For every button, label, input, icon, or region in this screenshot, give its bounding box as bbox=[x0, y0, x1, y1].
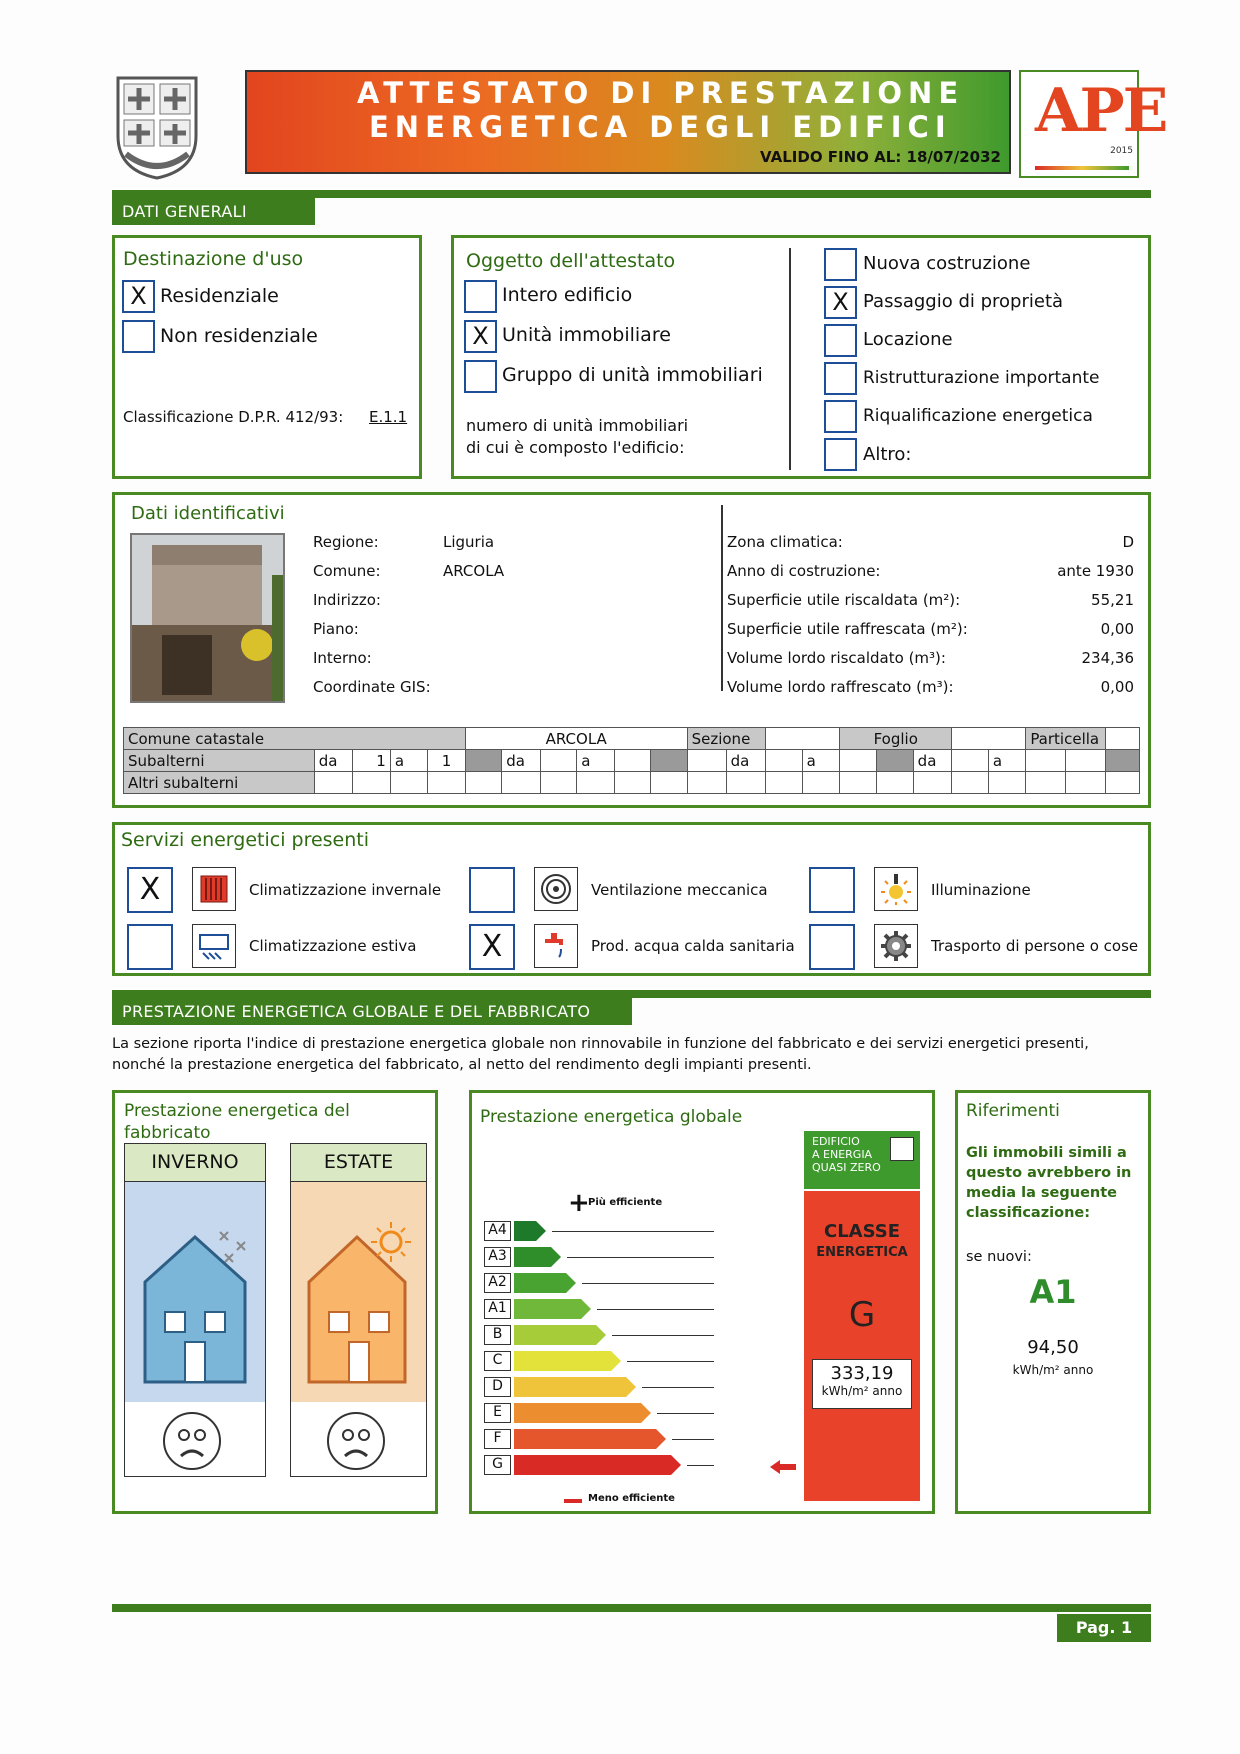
gruppo-unita-label: Gruppo di unità immobiliari bbox=[502, 364, 763, 386]
tap-icon bbox=[534, 924, 578, 968]
rif-text-4: classificazione: bbox=[966, 1205, 1091, 1221]
altri-cell-20 bbox=[1026, 772, 1066, 794]
rif-classe: A1 bbox=[1029, 1273, 1077, 1311]
volume-raffrescato-value: 0,00 bbox=[1100, 678, 1134, 696]
inverno-sad-face-icon bbox=[163, 1412, 221, 1470]
sezione-value bbox=[766, 728, 840, 750]
dati-identificativi-box bbox=[112, 492, 1151, 808]
nzeb-checkbox[interactable] bbox=[890, 1137, 914, 1161]
nzeb-line1: EDIFICIO bbox=[812, 1135, 860, 1148]
regione-label: Regione: bbox=[313, 533, 379, 551]
energy-class-bar-a2 bbox=[514, 1273, 576, 1293]
particella-value bbox=[1106, 728, 1140, 750]
acqua-calda-label: Prod. acqua calda sanitaria bbox=[591, 937, 795, 955]
sub-cell-7 bbox=[952, 750, 988, 772]
ape-logo bbox=[1019, 70, 1167, 178]
estate-header: ESTATE bbox=[291, 1144, 426, 1182]
indirizzo-label: Indirizzo: bbox=[313, 591, 381, 609]
destinazione-uso-title: Destinazione d'uso bbox=[123, 248, 304, 270]
sub-a-label-4: a bbox=[988, 750, 1025, 772]
fabbricato-title-2: fabbricato bbox=[124, 1123, 211, 1143]
energy-class-label-g: G bbox=[484, 1455, 511, 1475]
nzeb-line3: QUASI ZERO bbox=[812, 1161, 881, 1174]
se-nuovi-label: se nuovi: bbox=[966, 1249, 1032, 1265]
altri-cell-12 bbox=[726, 772, 766, 794]
superficie-riscaldata-value: 55,21 bbox=[1091, 591, 1134, 609]
foglio-value bbox=[952, 728, 1026, 750]
meno-efficiente-minus-icon bbox=[564, 1499, 582, 1503]
sub-cell-dark-1 bbox=[465, 750, 501, 772]
header-title-line2: ENERGETICA DEGLI EDIFICI bbox=[369, 110, 952, 144]
trasporto-label: Trasporto di persone o cose bbox=[931, 937, 1139, 955]
classificazione-value: E.1.1 bbox=[369, 408, 408, 426]
energy-class-line-b bbox=[612, 1335, 714, 1336]
energy-class-bar-e bbox=[514, 1403, 651, 1423]
anno-costruzione-value: ante 1930 bbox=[1057, 562, 1134, 580]
prestazione-intro-line2: nonché la prestazione energetica del fabbricato, al netto del rendimento degli impianti presenti. bbox=[112, 1057, 812, 1073]
ventilazione-meccanica-checkbox[interactable] bbox=[469, 867, 515, 913]
comune-catastale-label: Comune catastale bbox=[124, 728, 466, 750]
energy-class-label-a3: A3 bbox=[484, 1247, 511, 1267]
altri-cell-14 bbox=[802, 772, 839, 794]
sub-a-label-2: a bbox=[577, 750, 614, 772]
comune-catastale-value: ARCOLA bbox=[465, 728, 687, 750]
energy-class-line-f bbox=[672, 1439, 714, 1440]
oggetto-attestato-title: Oggetto dell'attestato bbox=[466, 250, 676, 272]
rif-unita: kWh/m² anno bbox=[1012, 1363, 1094, 1377]
altri-cell-13 bbox=[766, 772, 802, 794]
illuminazione-label: Illuminazione bbox=[931, 881, 1031, 899]
superficie-raffrescata-value: 0,00 bbox=[1100, 620, 1134, 638]
sub-da-label-3: da bbox=[726, 750, 766, 772]
classe-value-box bbox=[812, 1359, 912, 1409]
sub-cell-8 bbox=[1026, 750, 1066, 772]
locazione-label: Locazione bbox=[863, 329, 953, 350]
sub-cell-9 bbox=[1066, 750, 1106, 772]
energy-class-line-a1 bbox=[597, 1309, 714, 1310]
prestazione-rule bbox=[112, 990, 1151, 998]
servizi-energetici-box bbox=[112, 822, 1151, 976]
sub-da-label-2: da bbox=[502, 750, 541, 772]
riferimenti-box bbox=[955, 1090, 1151, 1514]
altri-subalterni-label: Altri subalterni bbox=[124, 772, 315, 794]
radiator-icon bbox=[192, 867, 236, 911]
oggetto-attestato-box bbox=[451, 235, 1151, 479]
energy-class-label-e: E bbox=[484, 1403, 511, 1423]
energy-class-row-g bbox=[484, 1455, 734, 1478]
energy-class-label-c: C bbox=[484, 1351, 511, 1371]
comune-value: ARCOLA bbox=[443, 562, 505, 580]
altri-cell-2 bbox=[353, 772, 391, 794]
altri-cell-6 bbox=[502, 772, 541, 794]
ep-value: 333,19 bbox=[830, 1363, 894, 1384]
energy-class-bar-d bbox=[514, 1377, 636, 1397]
illuminazione-checkbox[interactable] bbox=[809, 867, 855, 913]
non-residenziale-label: Non residenziale bbox=[160, 325, 318, 347]
classe-energetica-box bbox=[804, 1191, 920, 1501]
foglio-label: Foglio bbox=[840, 728, 952, 750]
rif-valore: 94,50 bbox=[1027, 1337, 1079, 1358]
piu-efficiente-label: Più efficiente bbox=[588, 1197, 663, 1208]
classe-label-1: CLASSE bbox=[823, 1221, 901, 1242]
classe-label-2: ENERGETICA bbox=[816, 1245, 908, 1260]
energy-class-row-c bbox=[484, 1351, 734, 1374]
piano-label: Piano: bbox=[313, 620, 359, 638]
altri-cell-19 bbox=[988, 772, 1025, 794]
numero-unita-line2: di cui è composto l'edificio: bbox=[466, 438, 685, 457]
energy-class-row-d bbox=[484, 1377, 734, 1400]
energy-class-scale bbox=[484, 1221, 734, 1481]
altri-cell-15 bbox=[840, 772, 877, 794]
sub-cell-3 bbox=[614, 750, 650, 772]
altri-cell-22 bbox=[1106, 772, 1140, 794]
servizi-title: Servizi energetici presenti bbox=[121, 829, 370, 851]
interno-label: Interno: bbox=[313, 649, 372, 667]
page-number: Pag. 1 bbox=[1057, 1614, 1151, 1642]
inverno-header: INVERNO bbox=[125, 1144, 265, 1182]
anno-costruzione-label: Anno di costruzione: bbox=[727, 562, 881, 580]
rif-text-1: Gli immobili simili a bbox=[966, 1145, 1127, 1161]
fan-icon bbox=[534, 867, 578, 911]
altri-cell-9 bbox=[614, 772, 650, 794]
energy-class-label-a4: A4 bbox=[484, 1221, 511, 1241]
ape-logo-year: 2015 bbox=[1110, 146, 1133, 156]
energy-class-label-f: F bbox=[484, 1429, 511, 1449]
energy-class-bar-f bbox=[514, 1429, 666, 1449]
ape-logo-text: APE bbox=[1035, 76, 1167, 146]
current-class-arrow-icon bbox=[770, 1459, 796, 1478]
meno-efficiente-label: Meno efficiente bbox=[588, 1493, 675, 1504]
passaggio-proprieta-label: Passaggio di proprietà bbox=[863, 291, 1064, 312]
sub-da-value-1: 1 bbox=[353, 750, 391, 772]
ristrutturazione-label: Ristrutturazione importante bbox=[863, 368, 1100, 388]
residenziale-label: Residenziale bbox=[160, 285, 279, 307]
altri-cell-7 bbox=[540, 772, 576, 794]
energy-class-row-a4 bbox=[484, 1221, 734, 1244]
energy-class-line-a3 bbox=[567, 1257, 714, 1258]
classe-value: G bbox=[848, 1295, 876, 1335]
passaggio-proprieta-checkbox[interactable]: X bbox=[824, 286, 857, 319]
climatizzazione-invernale-label: Climatizzazione invernale bbox=[249, 881, 442, 899]
riferimenti-title: Riferimenti bbox=[966, 1101, 1060, 1121]
intero-edificio-checkbox[interactable] bbox=[464, 280, 497, 313]
sub-cell-dark-3 bbox=[876, 750, 913, 772]
valid-until: VALIDO FINO AL: 18/07/2032 bbox=[760, 148, 1001, 166]
rif-text-2: questo avrebbero in bbox=[966, 1165, 1132, 1181]
energy-class-bar-g bbox=[514, 1455, 681, 1475]
nzeb-line2: A ENERGIA bbox=[812, 1148, 873, 1161]
energy-class-label-a2: A2 bbox=[484, 1273, 511, 1293]
altri-cell-4 bbox=[428, 772, 466, 794]
altro-label: Altro: bbox=[863, 444, 912, 465]
climatizzazione-invernale-checkbox[interactable]: X bbox=[127, 867, 173, 913]
climatizzazione-estiva-checkbox[interactable] bbox=[127, 924, 173, 970]
liguria-coat-of-arms bbox=[114, 74, 200, 180]
volume-riscaldato-value: 234,36 bbox=[1081, 649, 1134, 667]
unita-immobiliare-checkbox[interactable]: X bbox=[464, 320, 497, 353]
nzeb-box bbox=[804, 1131, 920, 1189]
catasto-row-subalterni bbox=[124, 750, 1140, 772]
light-bulb-icon bbox=[874, 867, 918, 911]
riqualificazione-label: Riqualificazione energetica bbox=[863, 406, 1093, 426]
classificazione-label: Classificazione D.P.R. 412/93: bbox=[123, 408, 344, 426]
sub-a-label-3: a bbox=[802, 750, 839, 772]
locazione-checkbox[interactable] bbox=[824, 324, 857, 357]
energy-class-row-f bbox=[484, 1429, 734, 1452]
sub-da-label-4: da bbox=[913, 750, 952, 772]
ventilazione-meccanica-label: Ventilazione meccanica bbox=[591, 881, 768, 899]
energy-class-bar-c bbox=[514, 1351, 621, 1371]
energy-class-bar-a4 bbox=[514, 1221, 546, 1241]
header-title-banner bbox=[245, 70, 1011, 174]
gear-icon bbox=[874, 924, 918, 968]
energy-class-row-a1 bbox=[484, 1299, 734, 1322]
altro-checkbox[interactable] bbox=[824, 438, 857, 471]
energy-class-bar-a1 bbox=[514, 1299, 591, 1319]
energy-class-label-a1: A1 bbox=[484, 1299, 511, 1319]
energy-class-row-e bbox=[484, 1403, 734, 1426]
energy-class-row-a3 bbox=[484, 1247, 734, 1270]
dati-generali-heading: DATI GENERALI bbox=[112, 198, 315, 225]
winter-house-icon bbox=[125, 1182, 265, 1402]
destinazione-uso-box bbox=[112, 235, 422, 479]
sub-a-label-1: a bbox=[390, 750, 427, 772]
sub-a-value-1: 1 bbox=[428, 750, 466, 772]
nuova-costruzione-checkbox[interactable] bbox=[824, 248, 857, 281]
energy-class-bar-b bbox=[514, 1325, 606, 1345]
sub-cell-6 bbox=[840, 750, 877, 772]
altri-cell-18 bbox=[952, 772, 988, 794]
altri-cell-8 bbox=[577, 772, 614, 794]
zona-climatica-label: Zona climatica: bbox=[727, 533, 843, 551]
altri-cell-17 bbox=[913, 772, 952, 794]
prestazione-intro-line1: La sezione riporta l'indice di prestazione energetica globale non rinnovabile in funzione del fabbricato e dei servizi energetici presenti, bbox=[112, 1036, 1089, 1052]
dati-identificativi-title: Dati identificativi bbox=[131, 503, 285, 524]
numero-unita-line1: numero di unità immobiliari bbox=[466, 416, 689, 435]
altri-cell-11 bbox=[687, 772, 726, 794]
footer-rule bbox=[112, 1604, 1151, 1612]
header-title-line1: ATTESTATO DI PRESTAZIONE bbox=[357, 76, 965, 110]
altri-cell-16 bbox=[876, 772, 913, 794]
unita-immobiliare-label: Unità immobiliare bbox=[502, 324, 671, 346]
estate-panel bbox=[290, 1143, 427, 1477]
sub-cell-4 bbox=[687, 750, 726, 772]
altri-cell-1 bbox=[314, 772, 353, 794]
energy-class-line-a2 bbox=[582, 1283, 714, 1284]
dati-generali-rule bbox=[112, 190, 1151, 198]
altri-cell-10 bbox=[651, 772, 687, 794]
energy-class-line-g bbox=[687, 1465, 714, 1466]
gruppo-unita-checkbox[interactable] bbox=[464, 360, 497, 393]
coordinate-gis-label: Coordinate GIS: bbox=[313, 678, 431, 696]
energy-class-row-b bbox=[484, 1325, 734, 1348]
inverno-house-area bbox=[125, 1182, 265, 1402]
summer-house-icon bbox=[291, 1182, 426, 1402]
air-conditioner-icon bbox=[192, 924, 236, 968]
superficie-raffrescata-label: Superficie utile raffrescata (m²): bbox=[727, 620, 968, 638]
intero-edificio-label: Intero edificio bbox=[502, 284, 633, 306]
energy-class-bar-a3 bbox=[514, 1247, 561, 1267]
fabbricato-title-1: Prestazione energetica del bbox=[124, 1101, 350, 1121]
sezione-label: Sezione bbox=[687, 728, 766, 750]
energy-class-line-d bbox=[642, 1387, 714, 1388]
oggetto-divider bbox=[789, 248, 791, 470]
regione-value: Liguria bbox=[443, 533, 495, 551]
altri-cell-21 bbox=[1066, 772, 1106, 794]
sub-cell-5 bbox=[766, 750, 802, 772]
building-photo bbox=[130, 533, 285, 703]
volume-raffrescato-label: Volume lordo raffrescato (m³): bbox=[727, 678, 954, 696]
sub-cell-dark-2 bbox=[651, 750, 687, 772]
piu-efficiente-plus-icon: + bbox=[568, 1188, 590, 1218]
sub-cell-2 bbox=[540, 750, 576, 772]
estate-sad-face-icon bbox=[327, 1412, 385, 1470]
energy-class-label-b: B bbox=[484, 1325, 511, 1345]
inverno-panel bbox=[124, 1143, 266, 1477]
catasto-table bbox=[123, 727, 1140, 794]
particella-label: Particella bbox=[1026, 728, 1106, 750]
energy-class-line-a4 bbox=[552, 1231, 714, 1232]
catasto-row-altri bbox=[124, 772, 1140, 794]
energy-class-label-d: D bbox=[484, 1377, 511, 1397]
altri-cell-3 bbox=[390, 772, 427, 794]
energy-class-row-a2 bbox=[484, 1273, 734, 1296]
ape-logo-underline bbox=[1035, 166, 1129, 170]
globale-title: Prestazione energetica globale bbox=[480, 1107, 743, 1127]
prestazione-fabbricato-box bbox=[112, 1090, 438, 1514]
acqua-calda-checkbox[interactable]: X bbox=[469, 924, 515, 970]
sub-cell-dark-4 bbox=[1106, 750, 1140, 772]
residenziale-checkbox[interactable]: X bbox=[122, 280, 155, 313]
estate-house-area bbox=[291, 1182, 426, 1402]
energy-class-line-c bbox=[627, 1361, 714, 1362]
ristrutturazione-checkbox[interactable] bbox=[824, 362, 857, 395]
energy-class-line-e bbox=[657, 1413, 714, 1414]
identificativi-divider bbox=[721, 505, 723, 691]
catasto-row-comune bbox=[124, 728, 1140, 750]
subalterni-label: Subalterni bbox=[124, 750, 315, 772]
rif-text-3: media la seguente bbox=[966, 1185, 1118, 1201]
superficie-riscaldata-label: Superficie utile riscaldata (m²): bbox=[727, 591, 961, 609]
altri-cell-5 bbox=[465, 772, 501, 794]
prestazione-globale-box bbox=[469, 1090, 935, 1514]
sub-da-label-1: da bbox=[314, 750, 353, 772]
comune-label: Comune: bbox=[313, 562, 381, 580]
climatizzazione-estiva-label: Climatizzazione estiva bbox=[249, 937, 417, 955]
nuova-costruzione-label: Nuova costruzione bbox=[863, 253, 1031, 274]
ep-unit: kWh/m² anno bbox=[821, 1384, 903, 1398]
zona-climatica-value: D bbox=[1122, 533, 1134, 551]
volume-riscaldato-label: Volume lordo riscaldato (m³): bbox=[727, 649, 946, 667]
trasporto-checkbox[interactable] bbox=[809, 924, 855, 970]
non-residenziale-checkbox[interactable] bbox=[122, 320, 155, 353]
riqualificazione-checkbox[interactable] bbox=[824, 400, 857, 433]
prestazione-heading: PRESTAZIONE ENERGETICA GLOBALE E DEL FABBRICATO bbox=[112, 998, 632, 1025]
